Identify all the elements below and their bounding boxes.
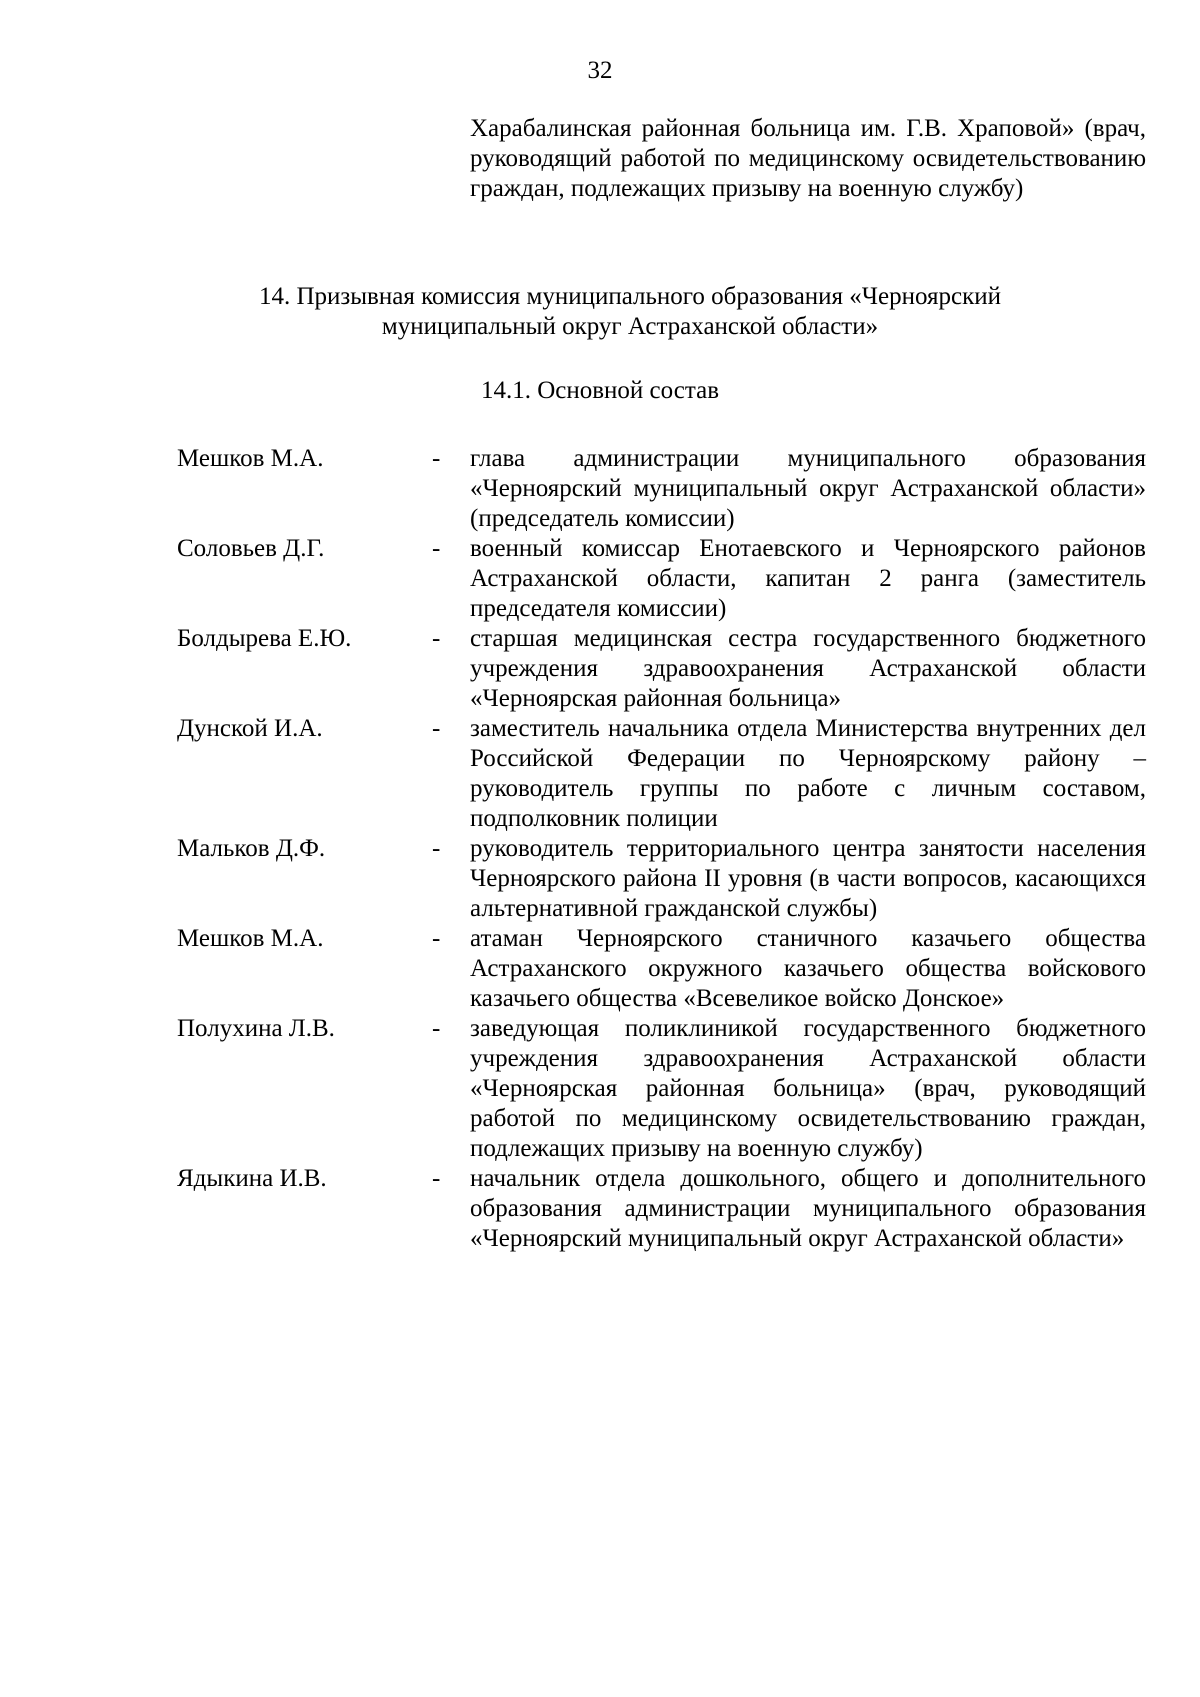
members-list xyxy=(177,444,1146,1254)
member-row xyxy=(177,714,1146,834)
member-role: глава администрации муниципального образования «Черноярский муниципальный округ Астраханской области» (председатель комиссии) xyxy=(470,445,1146,532)
member-dash: - xyxy=(432,835,441,862)
member-role: заместитель начальника отдела Министерства внутренних дел Российской Федерации по Черноярскому району – руководитель группы по работе с личным составом, подполковник полиции xyxy=(470,715,1146,832)
member-dash: - xyxy=(432,1165,441,1192)
member-role: начальник отдела дошкольного, общего и дополнительного образования администрации муниципального образования «Черноярский муниципальный округ Астраханской области» xyxy=(470,1165,1146,1252)
member-name: Соловьев Д.Г. xyxy=(177,535,325,562)
member-name: Ядыкина И.В. xyxy=(177,1165,327,1192)
member-role: старшая медицинская сестра государственного бюджетного учреждения здравоохранения Астраханской области «Черноярская районная больница» xyxy=(470,625,1146,712)
member-row xyxy=(177,444,1146,534)
subsection-heading: 14.1. Основной состав xyxy=(480,377,720,404)
section-heading-line-1: 14. Призывная комиссия муниципального образования «Черноярский xyxy=(258,283,1002,310)
section-heading xyxy=(170,282,1090,342)
member-role: руководитель территориального центра занятости населения Черноярского района II уровня (в части вопросов, касающихся альтернативной гражданской службы) xyxy=(470,835,1146,922)
member-name: Мешков М.А. xyxy=(177,445,324,472)
member-name: Дунской И.А. xyxy=(177,715,323,742)
member-row xyxy=(177,924,1146,1014)
member-row xyxy=(177,534,1146,624)
page-number: 32 xyxy=(587,57,613,84)
member-name: Полухина Л.В. xyxy=(177,1015,335,1042)
member-name: Мешков М.А. xyxy=(177,925,324,952)
member-role: военный комиссар Енотаевского и Черноярского районов Астраханской области, капитан 2 ранга (заместитель председателя комиссии) xyxy=(470,535,1146,622)
member-dash: - xyxy=(432,535,441,562)
member-role: заведующая поликлиникой государственного бюджетного учреждения здравоохранения Астраханской области «Черноярская районная больница» (врач, руководящий работой по медицинскому освидетельствованию граждан, подлежащих призыву на военную службу) xyxy=(470,1015,1146,1162)
member-row xyxy=(177,1164,1146,1254)
member-dash: - xyxy=(432,445,441,472)
section-heading-line-2: муниципальный округ Астраханской области» xyxy=(381,313,879,340)
member-dash: - xyxy=(432,1015,441,1042)
member-role: атаман Черноярского станичного казачьего общества Астраханского окружного казачьего общества войскового казачьего общества «Всевеликое войско Донское» xyxy=(470,925,1146,1012)
continuation-paragraph: Харабалинская районная больница им. Г.В. Храповой» (врач, руководящий работой по медицинскому освидетельствованию граждан, подлежащих призыву на военную службу) xyxy=(470,115,1146,202)
member-row xyxy=(177,834,1146,924)
member-row xyxy=(177,1014,1146,1164)
member-dash: - xyxy=(432,715,441,742)
member-name: Мальков Д.Ф. xyxy=(177,835,326,862)
member-name: Болдырева Е.Ю. xyxy=(177,625,352,652)
member-dash: - xyxy=(432,625,441,652)
member-dash: - xyxy=(432,925,441,952)
member-row xyxy=(177,624,1146,714)
